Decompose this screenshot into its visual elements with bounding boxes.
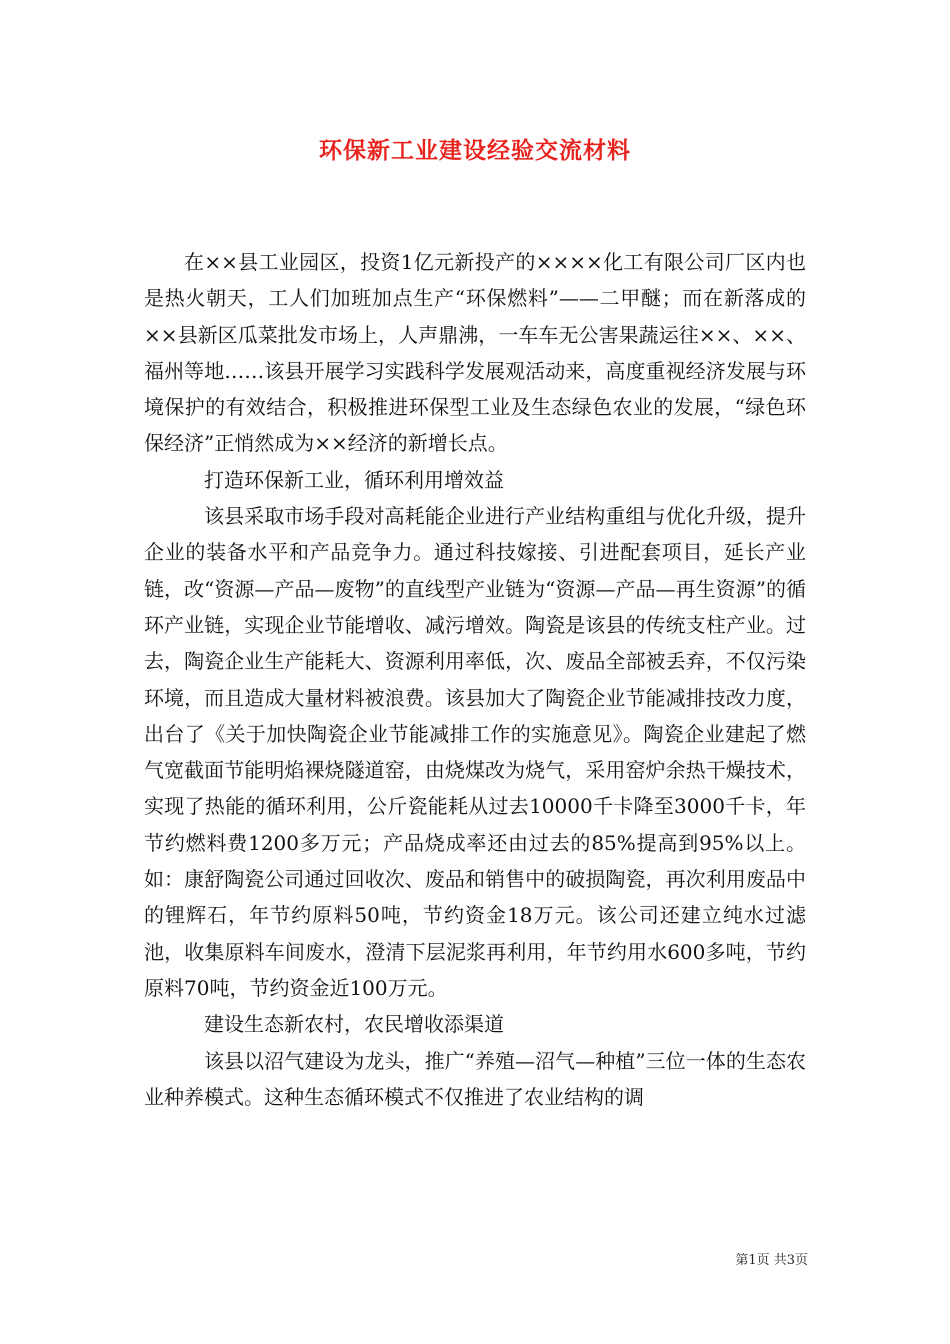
paragraph-industry: 该县采取市场手段对高耗能企业进行产业结构重组与优化升级，提升企业的装备水平和产品竞争力。通过科技嫁接、引进配套项目，延长产业链，改“资源—产品—废物”的直线型产业链为“资源—产品—再生资源”的循环产业链，实现企业节能增收、减污增效。陶瓷是该县的传统支柱产业。过去，陶瓷企业生产能耗大、资源利用率低，次、废品全部被丢弃，不仅污染环境，而且造成大量材料被浪费。该县加大了陶瓷企业节能减排技改力度，出台了《关于加快陶瓷企业节能减排工作的实施意见》。陶瓷企业建起了燃气宽截面节能明焰裸烧隧道窑，由烧煤改为烧气，采用窑炉余热干燥技术，实现了热能的循环利用，公斤瓷能耗从过去10000千卡降至3000千卡，年节约燃料费1200多万元；产品烧成率还由过去的85%提高到95%以上。如：康舒陶瓷公司通过回收次、废品和销售中的破损陶瓷，再次利用废品中的锂辉石，年节约原料50吨，节约资金18万元。该公司还建立纯水过滤池，收集原料车间废水，澄清下层泥浆再利用，年节约用水600多吨，节约原料70吨，节约资金近100万元。 bbox=[144, 504, 806, 1000]
paragraph-intro: 在××县工业园区，投资1亿元新投产的××××化工有限公司厂区内也是热火朝天，工人们加班加点生产“环保燃料”——二甲醚；而在新落成的××县新区瓜菜批发市场上，人声鼎沸，一车车无公害果蔬运往××、××、福州等地……该县开展学习实践科学发展观活动来，高度重视经济发展与环境保护的有效结合，积极推进环保型工业及生态绿色农业的发展，“绿色环保经济”正悄然成为××经济的新增长点。 bbox=[144, 250, 806, 456]
document-title: 环保新工业建设经验交流材料 bbox=[319, 137, 631, 164]
paragraph-agriculture: 该县以沼气建设为龙头，推广“养殖—沼气—种植”三位一体的生态农业种养模式。这种生态循环模式不仅推进了农业结构的调 bbox=[144, 1048, 806, 1109]
page-number-footer: 第1页 共3页 bbox=[735, 1253, 808, 1268]
document-body bbox=[144, 244, 806, 1115]
section-heading-industry: 打造环保新工业，循环利用增效益 bbox=[204, 467, 504, 492]
section-heading-agriculture: 建设生态新农村，农民增收添渠道 bbox=[204, 1012, 504, 1037]
